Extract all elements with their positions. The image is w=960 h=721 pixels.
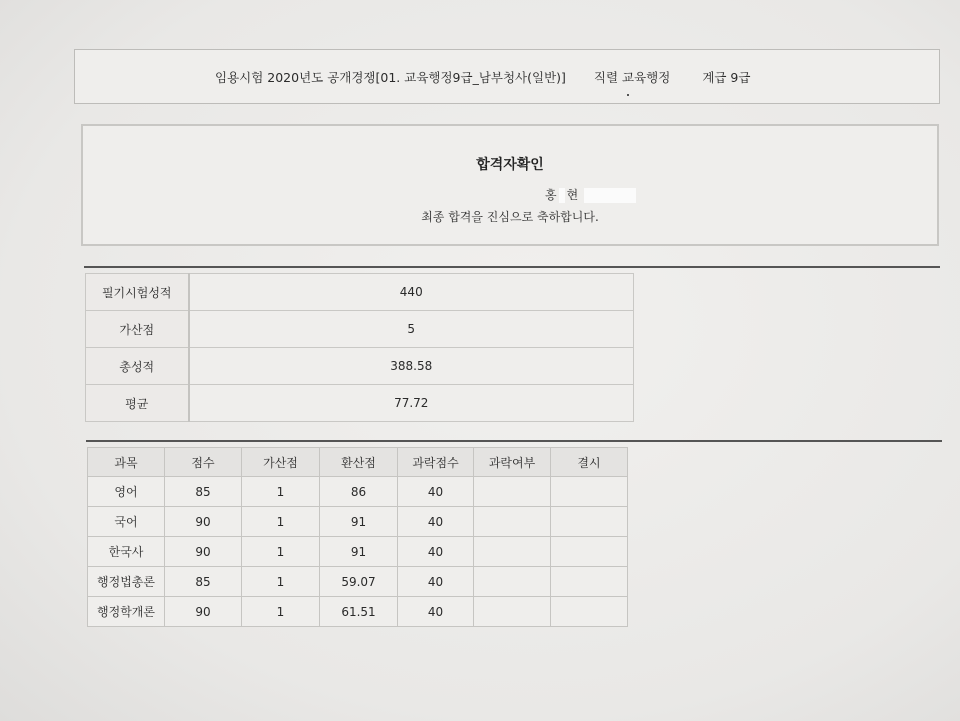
score-label: 가산점 <box>86 311 189 348</box>
subject-cell <box>551 537 628 567</box>
subject-cell <box>474 477 551 507</box>
subject-cell: 85 <box>165 477 242 507</box>
name-second-char: 현 <box>566 188 579 202</box>
column-header: 과락여부 <box>474 448 551 477</box>
subject-header-row <box>88 448 628 477</box>
subject-cell: 40 <box>398 567 474 597</box>
subject-cell: 1 <box>242 567 320 597</box>
exam-name: 임용시험 2020년도 공개경쟁[01. 교육행정9급_남부청사(일반)] <box>215 70 566 85</box>
congratulations-message: 최종 합격을 진심으로 축하합니다. <box>421 210 599 224</box>
subject-row <box>88 477 628 507</box>
subject-cell: 영어 <box>88 477 165 507</box>
name-redaction-2 <box>584 188 636 203</box>
exam-grade: 계급 9급 <box>702 70 751 85</box>
score-value: 440 <box>189 274 634 311</box>
score-label: 총성적 <box>86 348 189 385</box>
subject-cell <box>474 597 551 627</box>
subject-cell <box>474 567 551 597</box>
score-value: 388.58 <box>189 348 634 385</box>
subject-scores-table <box>87 447 628 627</box>
column-header: 점수 <box>165 448 242 477</box>
exam-header <box>74 49 940 104</box>
subject-cell <box>551 507 628 537</box>
subject-cell: 한국사 <box>88 537 165 567</box>
subject-cell: 59.07 <box>320 567 398 597</box>
subject-row <box>88 537 628 567</box>
section-rule-scores <box>84 266 940 268</box>
score-label: 평균 <box>86 385 189 422</box>
column-header: 과락점수 <box>398 448 474 477</box>
subject-cell: 1 <box>242 507 320 537</box>
section-rule-subjects <box>86 440 942 442</box>
subject-cell: 61.51 <box>320 597 398 627</box>
pass-confirmation-box <box>81 124 939 246</box>
subject-cell: 국어 <box>88 507 165 537</box>
score-row <box>86 311 634 348</box>
score-row <box>86 385 634 422</box>
score-value: 5 <box>189 311 634 348</box>
subject-cell <box>474 537 551 567</box>
stray-dot <box>627 94 629 96</box>
subject-cell: 86 <box>320 477 398 507</box>
score-summary-table <box>85 273 634 422</box>
column-header: 결시 <box>551 448 628 477</box>
subject-cell <box>551 597 628 627</box>
subject-cell: 91 <box>320 537 398 567</box>
score-row <box>86 274 634 311</box>
candidate-name <box>545 186 636 203</box>
subject-cell: 90 <box>165 507 242 537</box>
subject-cell <box>551 477 628 507</box>
subject-cell: 행정법총론 <box>88 567 165 597</box>
subject-cell: 1 <box>242 477 320 507</box>
pass-title: 합격자확인 <box>476 157 544 173</box>
subject-row <box>88 567 628 597</box>
subject-cell: 40 <box>398 537 474 567</box>
subject-cell <box>551 567 628 597</box>
exam-header-line <box>215 68 750 86</box>
name-redaction-1 <box>559 188 565 203</box>
column-header: 가산점 <box>242 448 320 477</box>
subject-cell: 40 <box>398 477 474 507</box>
subject-cell: 40 <box>398 597 474 627</box>
score-value: 77.72 <box>189 385 634 422</box>
score-row <box>86 348 634 385</box>
exam-series: 직렬 교육행정 <box>593 70 671 85</box>
subject-cell: 91 <box>320 507 398 537</box>
column-header: 환산점 <box>320 448 398 477</box>
column-header: 과목 <box>88 448 165 477</box>
subject-cell: 1 <box>242 537 320 567</box>
subject-cell: 40 <box>398 507 474 537</box>
subject-cell: 85 <box>165 567 242 597</box>
subject-cell: 90 <box>165 597 242 627</box>
subject-cell: 90 <box>165 537 242 567</box>
subject-row <box>88 507 628 537</box>
name-first-char: 홍 <box>545 188 557 202</box>
subject-cell: 행정학개론 <box>88 597 165 627</box>
subject-cell <box>474 507 551 537</box>
score-label: 필기시험성적 <box>86 274 189 311</box>
subject-cell: 1 <box>242 597 320 627</box>
subject-row <box>88 597 628 627</box>
